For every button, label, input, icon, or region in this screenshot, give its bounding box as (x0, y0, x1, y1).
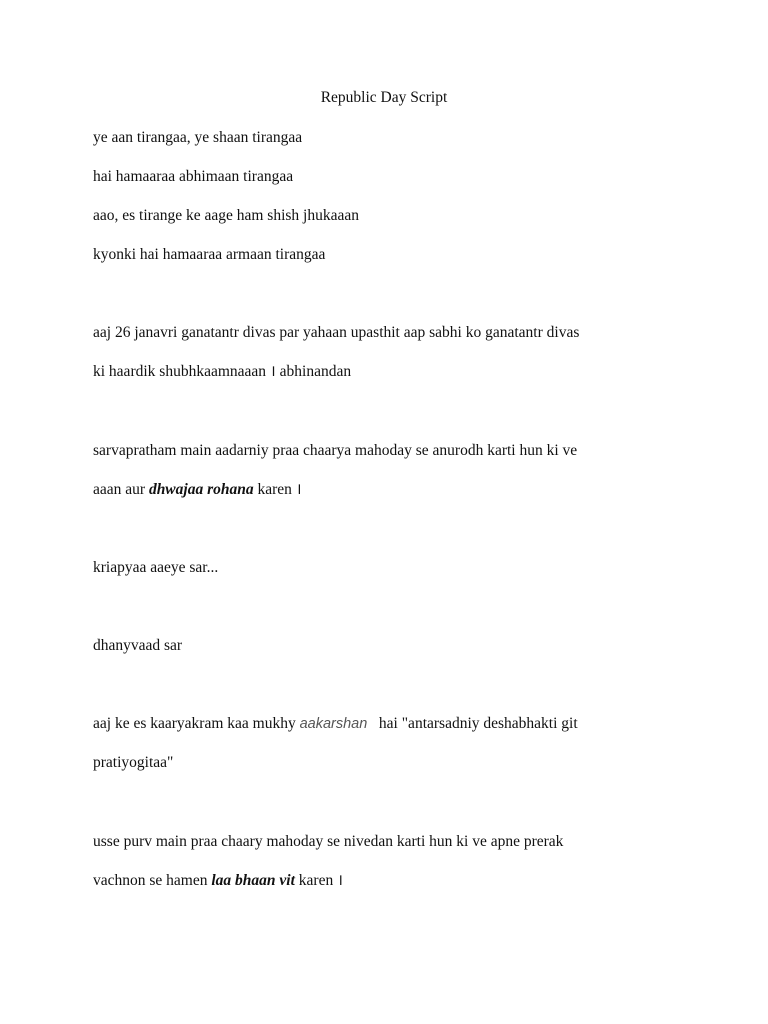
text-line-14-emphasis: laa bhaan vit (211, 872, 295, 889)
document-title: Republic Day Script (320, 89, 448, 106)
text-line-8-before: aaan aur (93, 481, 149, 498)
text-line-1: ye aan tirangaa, ye shaan tirangaa (93, 129, 303, 146)
text-line-5: aaj 26 janavri ganatantr divas par yahaan upasthit aap sabhi ko ganatantr divas (93, 324, 580, 341)
text-line-11 (93, 714, 578, 734)
text-line-11-after: hai "antarsadniy deshabhakti git (367, 715, 578, 732)
text-line-14-before: vachnon se hamen (93, 872, 212, 889)
text-line-7: sarvapratham main aadarniy praa chaarya mahoday se anurodh karti hun ki ve (93, 442, 578, 459)
text-line-12: pratiyogitaa" (93, 754, 174, 771)
text-line-9: kriapyaa aaeye sar... (93, 559, 219, 576)
text-line-6: ki haardik shubhkaamnaaan । abhinandan (93, 363, 352, 380)
text-line-8-after: karen । (253, 481, 302, 498)
text-line-4: kyonki hai hamaaraa armaan tirangaa (93, 246, 326, 263)
text-line-3: aao, es tirange ke aage ham shish jhukaaan (93, 207, 359, 224)
text-line-14 (93, 871, 343, 891)
text-line-14-after: karen । (294, 872, 343, 889)
text-line-13: usse purv main praa chaary mahoday se nivedan karti hun ki ve apne prerak (93, 833, 564, 850)
text-line-11-accent: aakarshan (299, 716, 368, 732)
text-line-10: dhanyvaad sar (93, 637, 183, 654)
text-line-2: hai hamaaraa abhimaan tirangaa (93, 168, 294, 185)
text-line-11-before: aaj ke es kaaryakram kaa mukhy (93, 715, 300, 732)
text-line-8 (93, 480, 302, 500)
text-line-8-emphasis: dhwajaa rohana (148, 481, 254, 498)
